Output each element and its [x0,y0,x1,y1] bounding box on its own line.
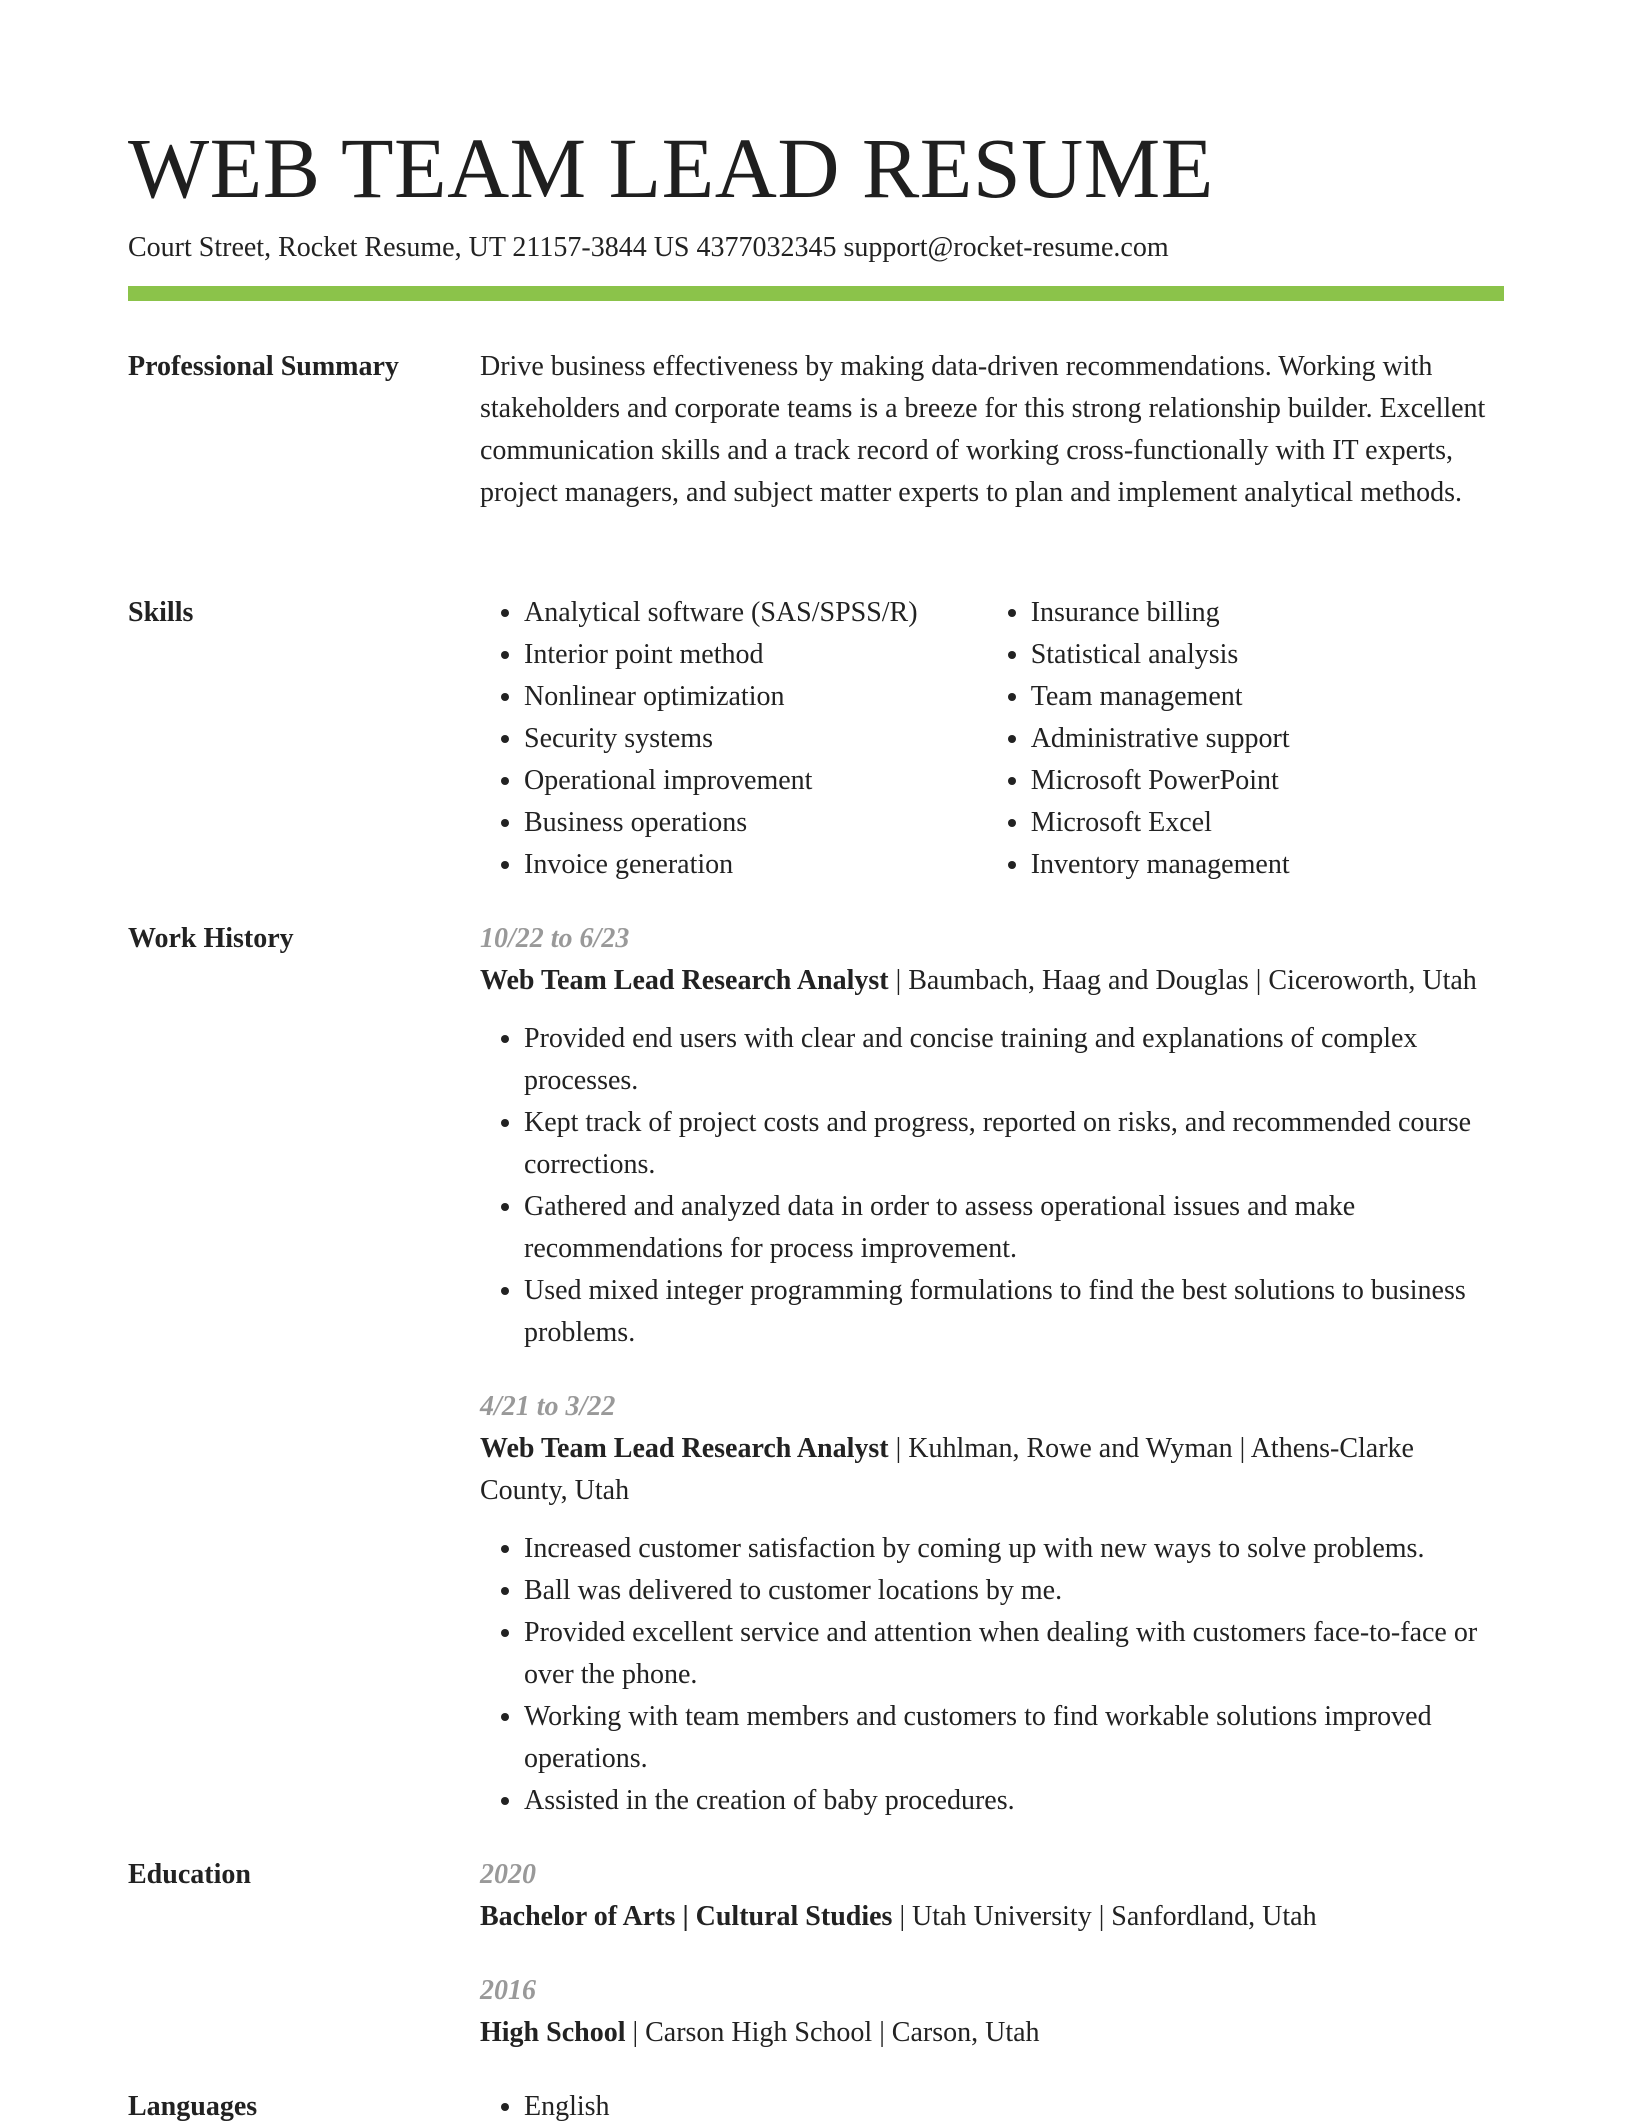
education-year: 2016 [480,1975,536,2006]
skill-item: • Security systems [524,718,943,760]
skill-item: • Administrative support [1031,718,1504,760]
education-label: Education [128,1859,251,1890]
education-heading [480,1896,1504,1938]
job-bullet: • Used mixed integer programming formulations to find the best solutions to business problems. [524,1270,1504,1354]
skills-columns [480,592,1504,886]
education-entry [480,1970,1504,2054]
work-history-label: Work History [128,923,294,954]
skills-label: Skills [128,597,194,628]
education-heading [480,2012,1504,2054]
education-entry [480,1854,1504,1938]
education-degree: Bachelor of Arts | Cultural Studies [480,1901,893,1932]
job-bullet: • Provided excellent service and attention when dealing with customers face-to-face or over the phone. [524,1612,1504,1696]
skills-list-right [987,592,1504,886]
job-details: | Baumbach, Haag and Douglas | Ciceroworth, Utah [888,965,1477,996]
job-bullet: • Working with team members and customers to find workable solutions improved operations. [524,1696,1504,1780]
job-bullet: • Provided end users with clear and concise training and explanations of complex processes. [524,1018,1504,1102]
job-entry [480,918,1504,1354]
skill-item: • Analytical software (SAS/SPSS/R) [524,592,943,634]
skill-item: • Inventory management [1031,844,1504,886]
job-heading [480,960,1504,1002]
skill-item: • Statistical analysis [1031,634,1504,676]
skill-item: • Invoice generation [524,844,943,886]
summary-label: Professional Summary [128,351,399,382]
job-title: Web Team Lead Research Analyst [480,1433,889,1464]
job-entry [480,1386,1504,1822]
skill-item: • Microsoft Excel [1031,802,1504,844]
job-bullets [480,1528,1504,1822]
skill-item: • Nonlinear optimization [524,676,943,718]
skill-item: • Interior point method [524,634,943,676]
education-details: | Utah University | Sanfordland, Utah [892,1901,1317,1932]
job-bullets [480,1018,1504,1354]
skill-item: • Insurance billing [1031,592,1504,634]
languages-list [480,2086,1504,2128]
education-year: 2020 [480,1859,536,1890]
skills-list-left [480,592,943,886]
contact-line: Court Street, Rocket Resume, UT 21157-3844 US 4377032345 support@rocket-resume.com [128,232,1169,263]
job-heading [480,1428,1504,1512]
job-bullet: • Increased customer satisfaction by coming up with new ways to solve problems. [524,1528,1504,1570]
skill-item: • Business operations [524,802,943,844]
skill-item: • Microsoft PowerPoint [1031,760,1504,802]
resume-title: WEB TEAM LEAD RESUME [128,120,1214,216]
languages-label: Languages [128,2091,258,2122]
job-dates: 4/21 to 3/22 [480,1391,616,1422]
skill-item: • Team management [1031,676,1504,718]
header-divider [128,286,1504,301]
summary-text: Drive business effectiveness by making data-driven recommendations. Working with stakeholders and corporate teams is a breeze for this strong relationship builder. Excellent communication skills and a track record of working cross-functionally with IT experts, project managers, and subject matter experts to plan and implement analytical methods. [480,351,1486,508]
job-dates: 10/22 to 6/23 [480,923,630,954]
job-bullet: • Ball was delivered to customer locations by me. [524,1570,1504,1612]
language-item: • English [524,2086,1504,2128]
education-details: | Carson High School | Carson, Utah [625,2017,1040,2048]
skill-item: • Operational improvement [524,760,943,802]
job-bullet: • Kept track of project costs and progress, reported on risks, and recommended course corrections. [524,1102,1504,1186]
job-title: Web Team Lead Research Analyst [480,965,889,996]
job-bullet: • Gathered and analyzed data in order to assess operational issues and make recommendations for process improvement. [524,1186,1504,1270]
education-degree: High School [480,2017,626,2048]
job-bullet: • Assisted in the creation of baby procedures. [524,1780,1504,1822]
job-details: | Kuhlman, Rowe and Wyman | Athens-Clarke County, Utah [480,1433,1414,1506]
